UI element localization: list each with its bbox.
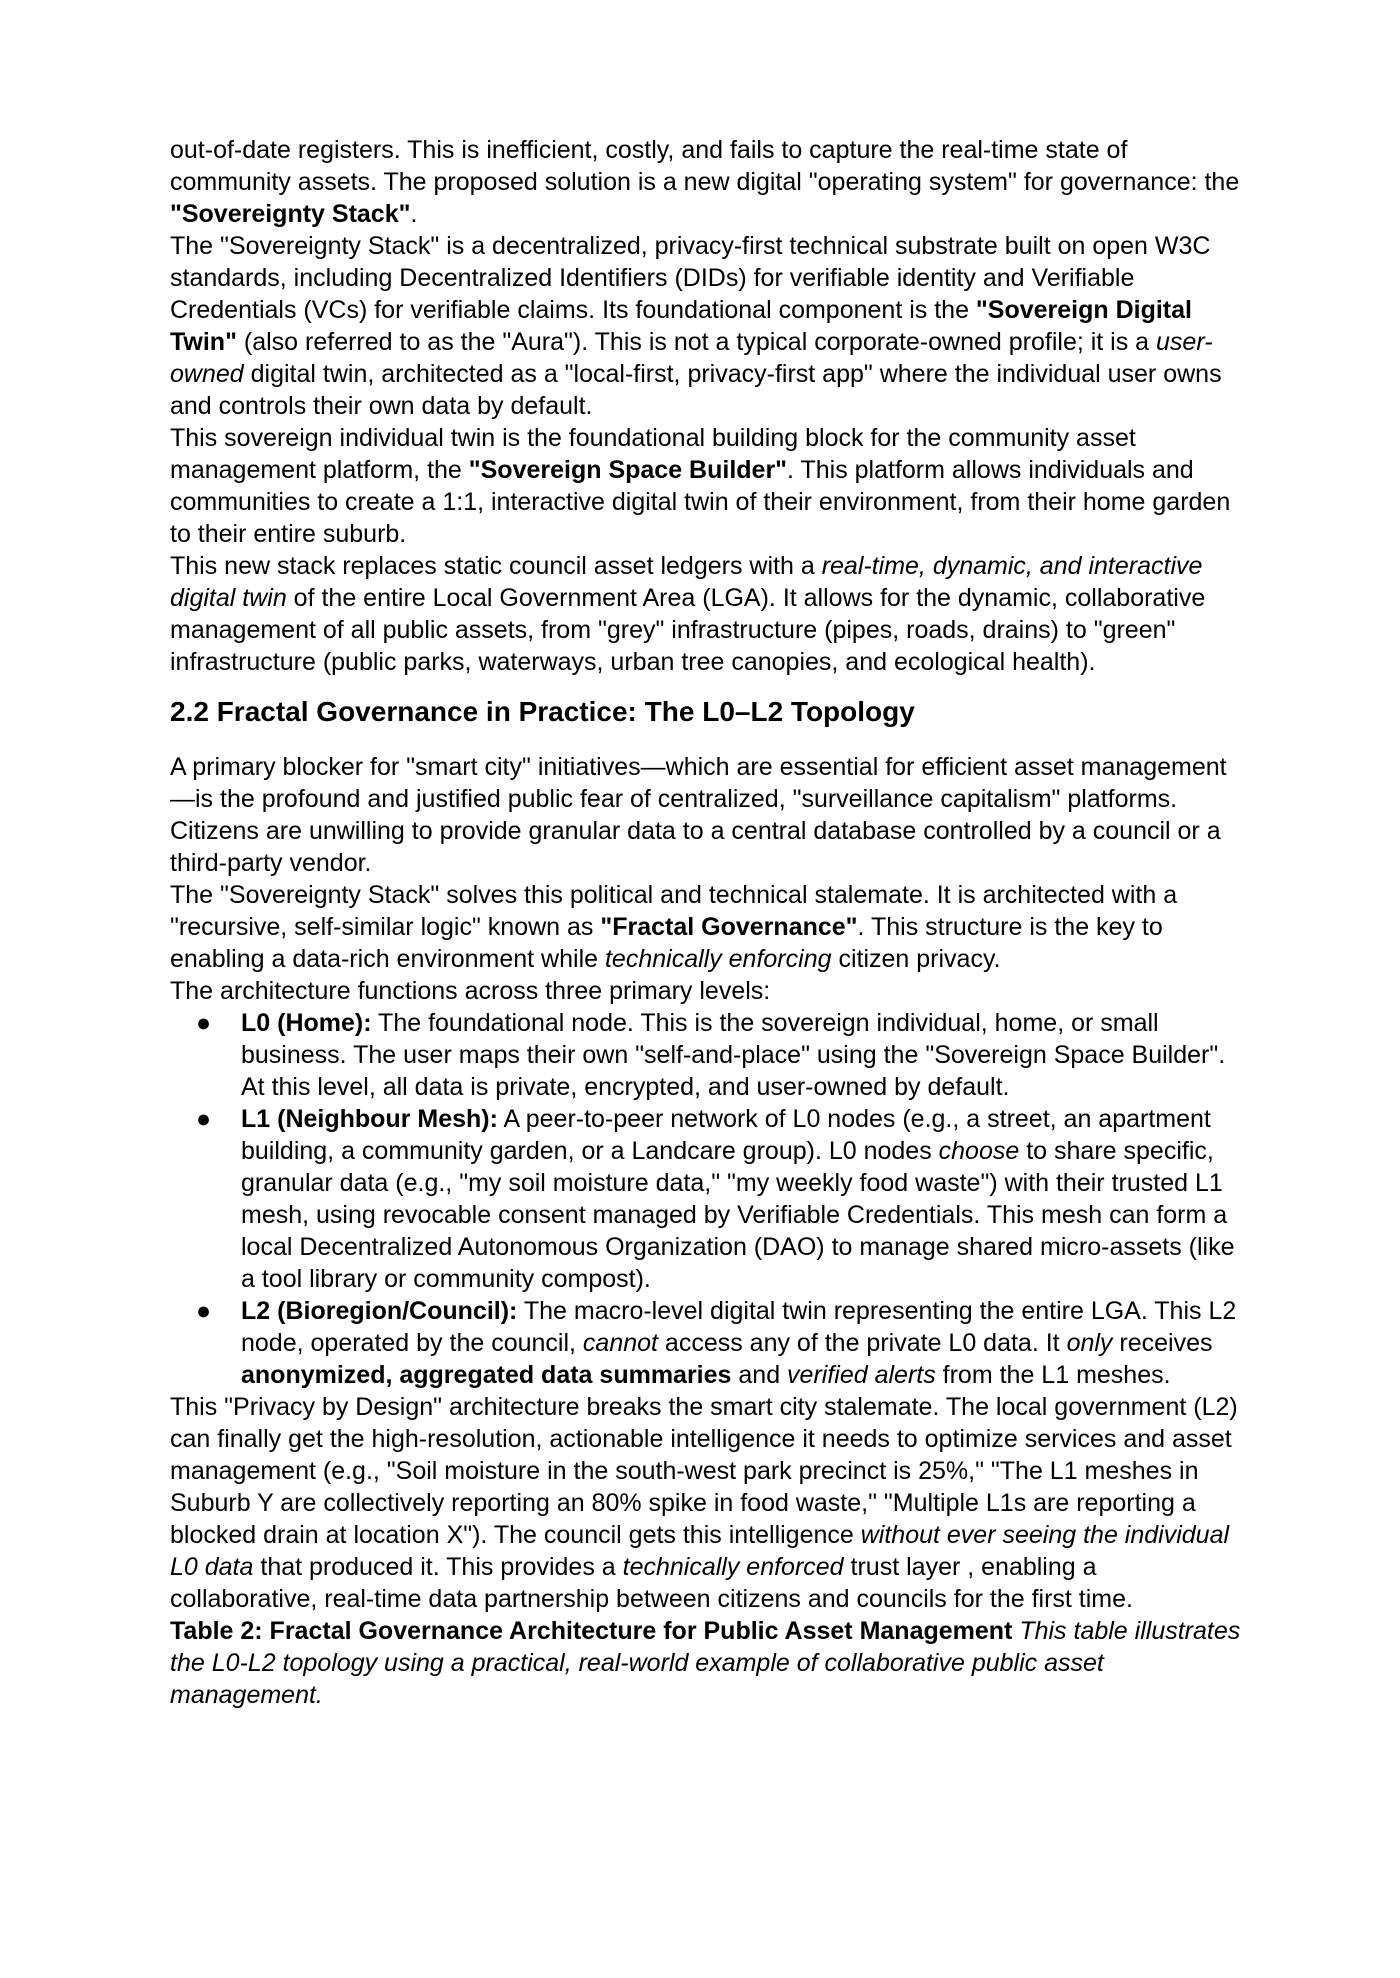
emphasis-user-owned: user-owned [170, 328, 1213, 388]
list-item-l0: ● L0 (Home): The foundational node. This is the sovereign individual, home, or small business. The user maps their own "self-and-place" using the "Sovereign Space Builder". At this level, all data is private, encrypted, and user-owned by default. [196, 1009, 1226, 1101]
paragraph-fractal-governance: The "Sovereignty Stack" solves this political and technical stalemate. It is architected with a "recursive, self-similar logic" known as "Fractal Governance". This structure is the key to enabling a data-rich environment while technically enforcing citizen privacy. [170, 881, 1178, 973]
document-page [170, 134, 1250, 1711]
bullet-icon: ● [196, 1009, 212, 1037]
paragraph-smart-city-blocker: A primary blocker for "smart city" initiatives—which are essential for efficient asset management—is the profound and justified public fear of centralized, "surveillance capitalism" platforms. Citizens are unwilling to provide granular data to a central database controlled by a council or a third-party vendor. [170, 753, 1227, 877]
bullet-icon: ● [196, 1105, 212, 1133]
table-caption [170, 1615, 1250, 1711]
paragraph-three-levels: The architecture functions across three primary levels: [170, 977, 771, 1005]
emphasis-digital-twin: real-time, dynamic, and interactive digital twin [170, 552, 1203, 612]
paragraph-sovereignty-stack-intro: out-of-date registers. This is inefficient, costly, and fails to capture the real-time state of community assets. The proposed solution is a new digital "operating system" for governance: the "Sovereignty Stack". [170, 136, 1240, 228]
paragraph-sovereign-digital-twin: The "Sovereignty Stack" is a decentralized, privacy-first technical substrate built on open W3C standards, including Decentralized Identifiers (DIDs) for verifiable identity and Verifiable Credentials (VCs) for verifiable claims. Its foundational component is the "Sovereign Digital Twin" (also referred to as the "Aura"). This is not a typical corporate-owned profile; it is a user-owned digital twin, architected as a "local-first, privacy-first app" where the individual user owns and controls their own data by default. [170, 232, 1222, 420]
emphasis-technically-enforced: technically enforced [622, 1553, 844, 1581]
levels-list [170, 1007, 1250, 1391]
list-item-l1: ● L1 (Neighbour Mesh): A peer-to-peer network of L0 nodes (e.g., a street, an apartment building, a community garden, or a Landcare group). L0 nodes choose to share specific, granular data (e.g., "my soil moisture data," "my weekly food waste") with their trusted L1 mesh, using revocable consent managed by Verifiable Credentials. This mesh can form a local Decentralized Autonomous Organization (DAO) to manage shared micro-assets (like a tool library or community compost). [196, 1105, 1235, 1293]
term-sovereign-digital-twin: "Sovereign Digital Twin" [170, 296, 1192, 356]
emphasis-technically-enforcing: technically enforcing [604, 945, 832, 973]
term-sovereignty-stack: "Sovereignty Stack" [170, 200, 411, 228]
term-fractal-governance: "Fractal Governance" [600, 913, 858, 941]
table-title: Table 2: Fractal Governance Architecture for Public Asset Management [170, 1617, 1013, 1645]
emphasis-without-ever-seeing: without ever seeing the individual L0 data [170, 1521, 1230, 1581]
bullet-icon: ● [196, 1297, 212, 1325]
section-heading: 2.2 Fractal Governance in Practice: The L0–L2 Topology [170, 696, 915, 727]
paragraph-sovereign-space-builder: This sovereign individual twin is the foundational building block for the community asset management platform, the "Sovereign Space Builder". This platform allows individuals and communities to create a 1:1, interactive digital twin of their environment, from their home garden to their entire suburb. [170, 424, 1231, 548]
term-sovereign-space-builder: "Sovereign Space Builder" [468, 456, 788, 484]
table-description: This table illustrates the L0-L2 topology using a practical, real-world example of collaborative public asset management. [170, 1617, 1241, 1709]
list-item-l2: ● L2 (Bioregion/Council): The macro-level digital twin representing the entire LGA. This L2 node, operated by the council, cannot access any of the private L0 data. It only receives anonymized, aggregated data summaries and verified alerts from the L1 meshes. [196, 1297, 1237, 1389]
paragraph-new-stack: This new stack replaces static council asset ledgers with a real-time, dynamic, and interactive digital twin of the entire Local Government Area (LGA). It allows for the dynamic, collaborative management of all public assets, from "grey" infrastructure (pipes, roads, drains) to "green" infrastructure (public parks, waterways, urban tree canopies, and ecological health). [170, 552, 1206, 676]
paragraph-privacy-by-design: This "Privacy by Design" architecture breaks the smart city stalemate. The local government (L2) can finally get the high-resolution, actionable intelligence it needs to optimize services and asset management (e.g., "Soil moisture in the south-west park precinct is 25%," "The L1 meshes in Suburb Y are collectively reporting an 80% spike in food waste," "Multiple L1s are reporting a blocked drain at location X"). The council gets this intelligence without ever seeing the individual L0 data that produced it. This provides a technically enforced trust layer , enabling a collaborative, real-time data partnership between citizens and councils for the first time. [170, 1393, 1238, 1613]
